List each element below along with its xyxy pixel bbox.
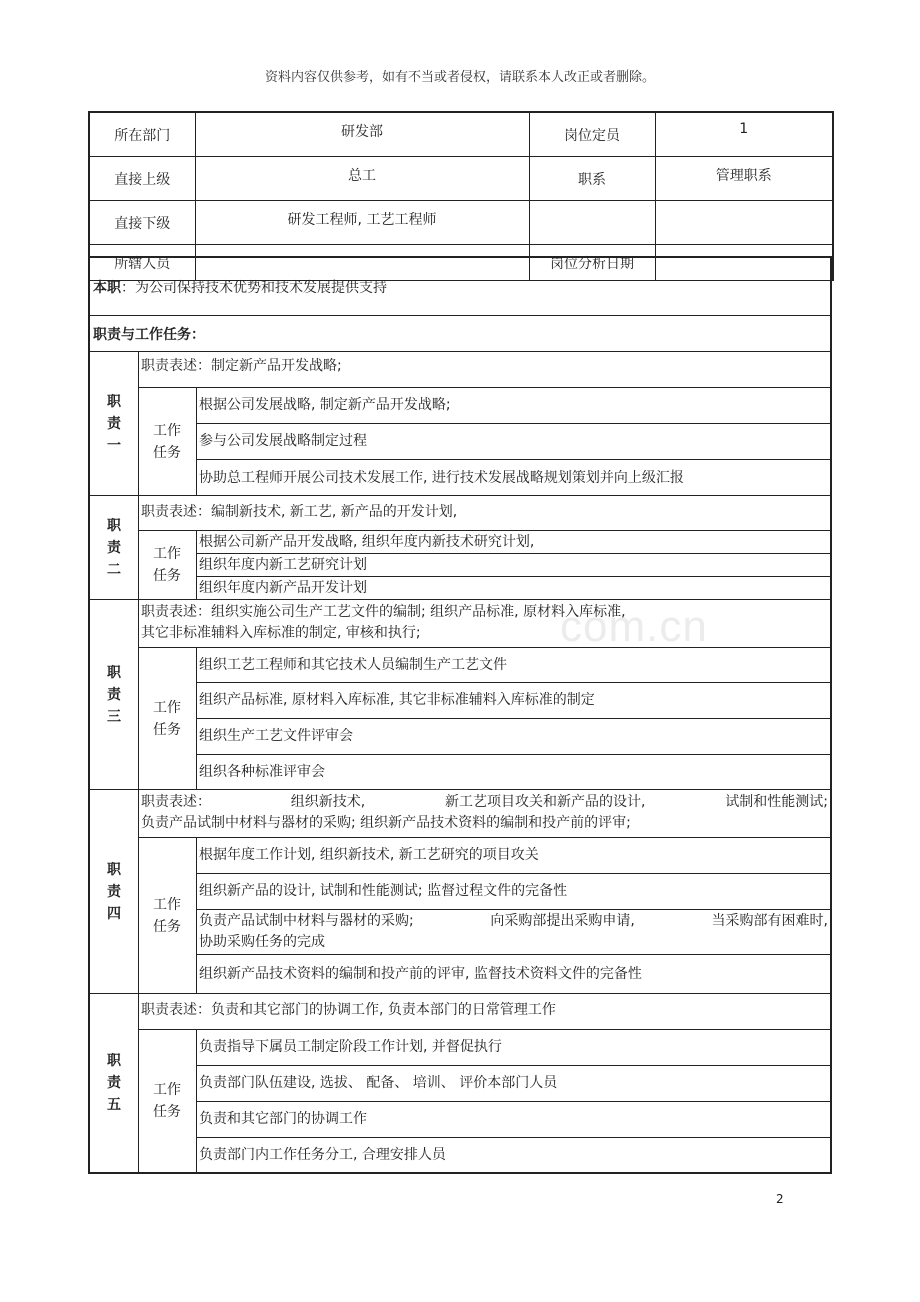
- duty-desc-prefix: 职责表述：: [141, 504, 211, 520]
- value-job-family: 管理职系: [655, 157, 833, 201]
- duty-desc-text: 编制新技术, 新工艺, 新产品的开发计划,: [211, 504, 458, 520]
- label-headcount: 岗位定员: [529, 112, 655, 157]
- duty-label-char: 责: [107, 883, 121, 900]
- task-list: [196, 531, 830, 599]
- task-label-line: 任务: [153, 568, 181, 584]
- duty-desc-prefix: 职责表述：: [141, 358, 211, 374]
- duty-label: [90, 496, 139, 599]
- task-label: [138, 388, 197, 495]
- task-item: [196, 910, 830, 955]
- duty-desc-part: 试制和性能测试;: [725, 794, 828, 810]
- tasks-area: [138, 838, 830, 993]
- duty-label-char: 三: [107, 708, 121, 725]
- label-direct-subordinates: 直接下级: [89, 201, 195, 245]
- duty-desc-text: 制定新产品开发战略;: [211, 358, 342, 374]
- tasks-area: [138, 648, 830, 789]
- section-title: 职责与工作任务：: [88, 316, 832, 352]
- task-label-line: 工作: [153, 546, 181, 562]
- task-item: 负责部门内工作任务分工, 合理安排人员: [199, 1146, 446, 1163]
- empty-cell: [529, 201, 655, 245]
- task-item: 负责指导下属员工制定阶段工作计划, 并督促执行: [196, 1030, 830, 1066]
- table-row: [89, 201, 833, 245]
- duty-label-char: 责: [107, 686, 121, 703]
- task-part: 负责产品试制中材料与器材的采购;: [199, 913, 414, 929]
- duty-desc-prefix: 职责表述：: [141, 794, 211, 810]
- task-item: 组织年度内新工艺研究计划: [196, 554, 830, 577]
- duty-desc-line1: [141, 792, 830, 813]
- duty-desc-line2: 负责产品试制中材料与器材的采购; 组织新产品技术资料的编制和投产前的评审;: [141, 815, 631, 831]
- task-label-line: 任务: [153, 444, 181, 461]
- duty-label-char: 职: [107, 861, 121, 878]
- task-label-line: 工作: [153, 422, 181, 439]
- header-note: 资料内容仅供参考，如有不当或者侵权，请联系本人改正或者删除。: [264, 70, 655, 85]
- duty-block-3: [88, 600, 832, 790]
- duty-label-char: 一: [107, 437, 121, 454]
- duty-desc-part: 新工艺项目攻关和新产品的设计,: [445, 794, 646, 810]
- task-list: [196, 838, 830, 993]
- empty-cell: [655, 201, 833, 245]
- task-item: 组织产品标准, 原材料入库标准, 其它非标准辅料入库标准的制定: [196, 683, 830, 719]
- task-label: [138, 531, 197, 599]
- main-duty-row: [88, 256, 832, 316]
- task-item: 根据年度工作计划, 组织新技术, 新工艺研究的项目攻关: [196, 838, 830, 874]
- duty-desc-text: 负责和其它部门的协调工作, 负责本部门的日常管理工作: [211, 1002, 556, 1018]
- duty-desc-prefix: 职责表述：: [141, 604, 211, 620]
- duty-label-char: 责: [107, 415, 121, 432]
- task-item: 组织工艺工程师和其它技术人员编制生产工艺文件: [196, 648, 830, 683]
- task-label-line: 工作: [153, 699, 181, 716]
- label-staff-under: 所辖人员: [89, 245, 195, 281]
- task-item: 根据公司新产品开发战略, 组织年度内新技术研究计划,: [196, 531, 830, 554]
- value-direct-superior: 总工: [195, 157, 529, 201]
- table-row: [89, 112, 833, 157]
- duty-label: [90, 352, 139, 495]
- task-item: 负责部门队伍建设, 选拔、 配备、 培训、 评价本部门人员: [196, 1066, 830, 1102]
- duty-description: [138, 496, 830, 531]
- task-item: 组织新产品的设计, 试制和性能测试; 监督过程文件的完备性: [196, 874, 830, 910]
- duty-label-char: 职: [107, 664, 121, 681]
- task-label-line: 工作: [153, 896, 181, 913]
- task-list: [196, 1030, 830, 1172]
- task-item: 参与公司发展战略制定过程: [196, 424, 830, 460]
- task-label-line: 任务: [153, 918, 181, 935]
- task-item: 协助总工程师开展公司技术发展工作, 进行技术发展战略规划策划并向上级汇报: [199, 469, 684, 486]
- task-list: [196, 648, 830, 789]
- tasks-area: [138, 531, 830, 599]
- table-row: [89, 157, 833, 201]
- duty-block-4: [88, 790, 832, 994]
- task-part: 当采购部有困难时,: [711, 913, 828, 929]
- label-job-family: 职系: [529, 157, 655, 201]
- task-label: [138, 1030, 197, 1172]
- watermark: com.cn: [560, 602, 708, 651]
- duty-label-char: 职: [107, 1053, 121, 1069]
- duty-block-5: [88, 994, 832, 1174]
- main-duty-label: 本职: [93, 279, 121, 296]
- duty-label-char: 职: [107, 393, 121, 410]
- duty-description: [138, 790, 830, 838]
- duty-desc-part: 组织新技术,: [290, 794, 366, 810]
- task-part: 向采购部提出采购申请,: [490, 913, 635, 929]
- task-label-line: 任务: [153, 1104, 181, 1120]
- duty-desc-line2: 其它非标准辅料入库标准的制定, 审核和执行;: [141, 625, 421, 641]
- tasks-area: [138, 1030, 830, 1172]
- duty-block-1: [88, 352, 832, 496]
- task-label: [138, 648, 197, 789]
- duty-label-char: 职: [107, 517, 121, 534]
- task-label-line: 任务: [153, 721, 181, 738]
- task-item: 根据公司发展战略, 制定新产品开发战略;: [196, 388, 830, 424]
- duty-block-2: [88, 496, 832, 600]
- duty-description: [138, 994, 830, 1030]
- duty-label: [90, 790, 139, 993]
- duty-desc-text: 组织实施公司生产工艺文件的编制; 组织产品标准, 原材料入库标准,: [211, 604, 626, 620]
- duty-label-char: 四: [107, 905, 121, 922]
- label-analysis-date: 岗位分析日期: [529, 245, 655, 281]
- duty-label: [90, 994, 139, 1172]
- value-direct-subordinates: 研发工程师, 工艺工程师: [195, 201, 529, 245]
- duty-desc-prefix: 职责表述：: [141, 1002, 211, 1018]
- label-direct-superior: 直接上级: [89, 157, 195, 201]
- main-duty-text: 为公司保持技术优势和技术发展提供支持: [135, 279, 387, 296]
- duty-label-char: 二: [107, 561, 121, 578]
- task-item: 组织各种标准评审会: [199, 764, 325, 780]
- duty-label-char: 责: [107, 1075, 121, 1091]
- task-item: 负责和其它部门的协调工作: [196, 1102, 830, 1138]
- value-headcount: 1: [655, 112, 833, 157]
- duty-description: [138, 352, 830, 388]
- duty-label: [90, 600, 139, 789]
- task-item: 组织年度内新产品开发计划: [199, 580, 367, 596]
- duty-label-char: 五: [107, 1097, 121, 1113]
- main-duty-colon: ：: [121, 279, 135, 296]
- task-item: 组织新产品技术资料的编制和投产前的评审, 监督技术资料文件的完备性: [199, 966, 642, 982]
- task-list: [196, 388, 830, 495]
- task-line1: [199, 911, 830, 932]
- task-label-line: 工作: [153, 1082, 181, 1098]
- duty-label-char: 责: [107, 539, 121, 556]
- page-number: 2: [776, 1192, 784, 1206]
- task-line2: 协助采购任务的完成: [199, 934, 325, 950]
- task-label: [138, 838, 197, 993]
- tasks-area: [138, 388, 830, 495]
- duty-description: [138, 600, 830, 648]
- task-item: 组织生产工艺文件评审会: [196, 719, 830, 755]
- label-department: 所在部门: [89, 112, 195, 157]
- value-department: 研发部: [195, 112, 529, 157]
